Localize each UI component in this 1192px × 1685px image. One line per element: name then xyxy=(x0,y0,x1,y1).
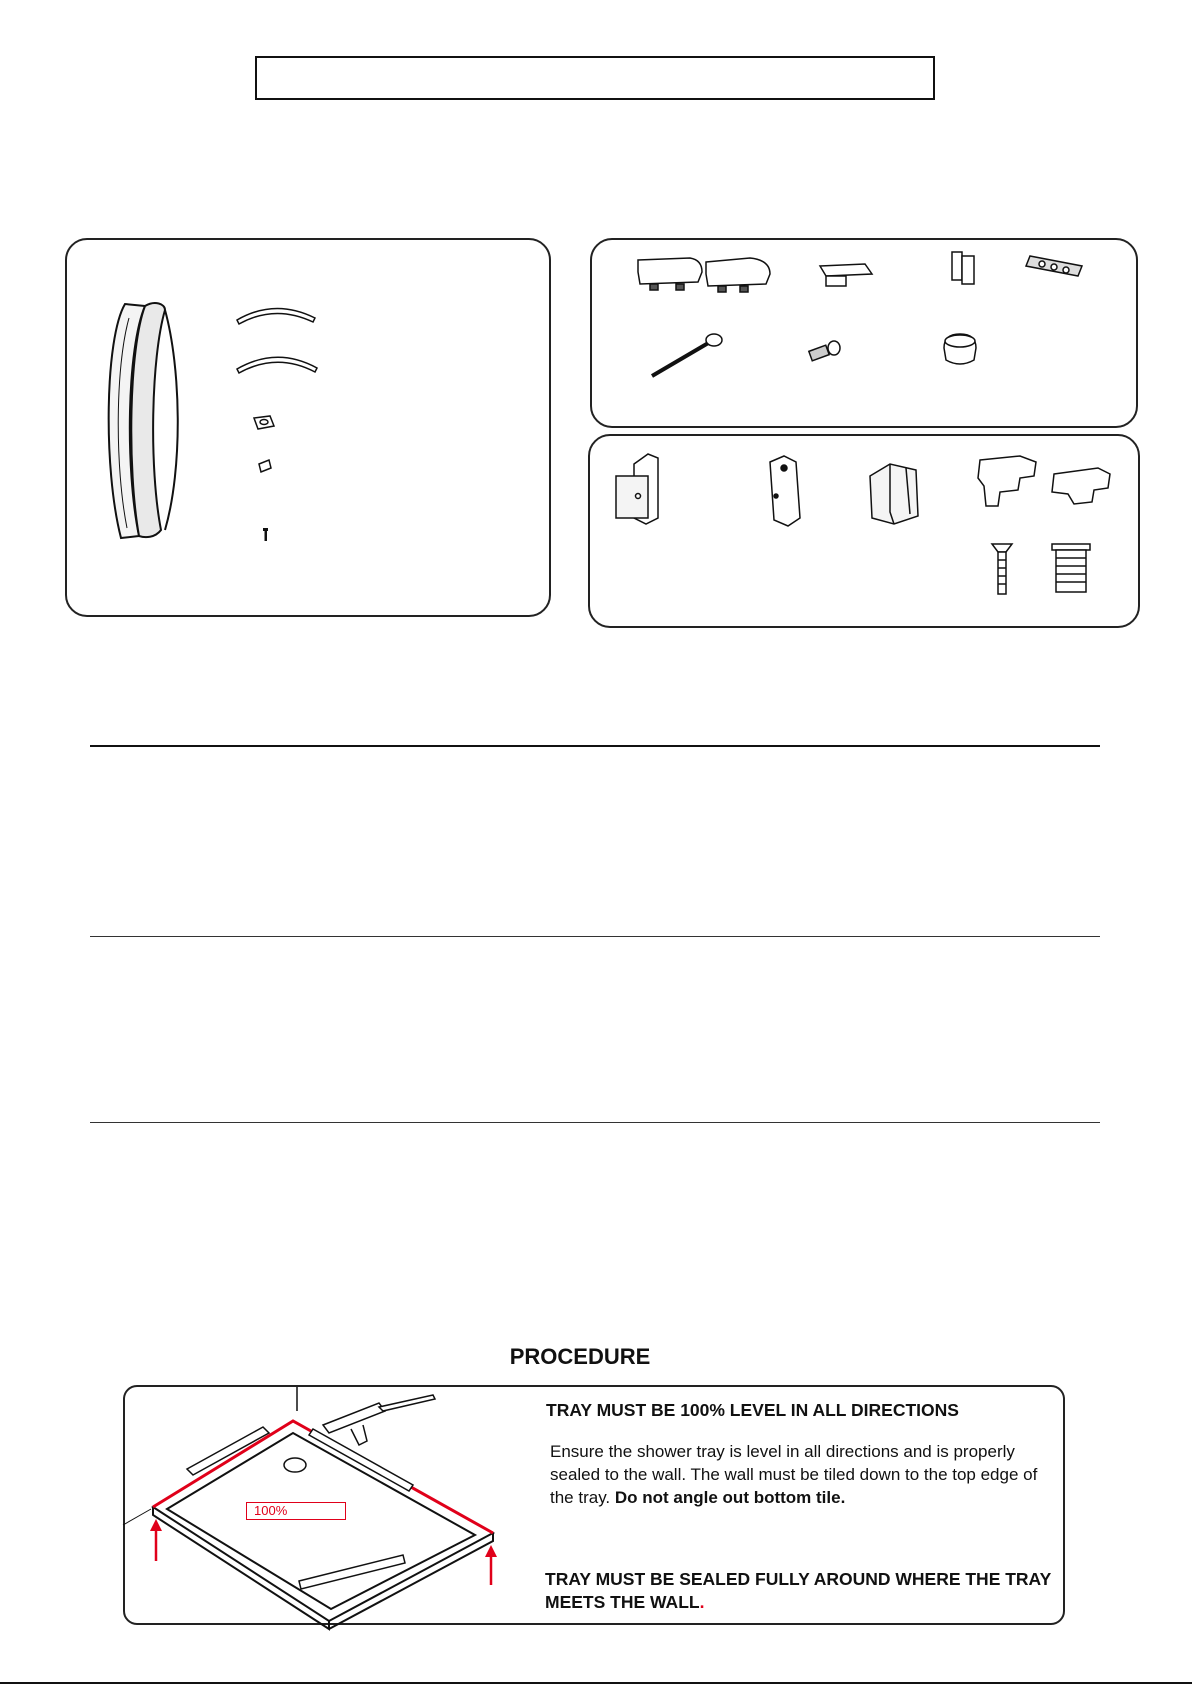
glass-clamp-icon xyxy=(870,464,918,524)
procedure-body-bold: Do not angle out bottom tile. xyxy=(614,1488,846,1507)
seal-heading-text: TRAY MUST BE SEALED FULLY AROUND WHERE THE TRAY MEETS THE WALL xyxy=(545,1569,1051,1612)
long-screw-icon xyxy=(652,334,722,376)
title-box xyxy=(255,56,935,100)
procedure-title: PROCEDURE xyxy=(509,1344,651,1369)
level-heading: TRAY MUST BE 100% LEVEL IN ALL DIRECTIONS xyxy=(546,1400,959,1420)
procedure-body-text: Ensure the shower tray is level in all directions and is properly sealed to the wall. The wall must be tiled down to the top edge of the tray. xyxy=(550,1442,1038,1507)
arc-bracket-icon xyxy=(237,308,315,324)
cap-icon xyxy=(259,460,271,472)
divider-rule-1 xyxy=(90,745,1100,747)
procedure-body xyxy=(550,1440,1050,1509)
seal-heading-dot: . xyxy=(699,1592,705,1612)
cover-plate-icon xyxy=(820,264,872,286)
divider-rule-3 xyxy=(90,1122,1100,1123)
countersunk-screw-icon xyxy=(992,544,1012,594)
wall-bracket-icon xyxy=(770,456,800,526)
level-label: 100% xyxy=(246,1502,346,1520)
door-handle-icon xyxy=(109,303,178,538)
caulking-gun-icon xyxy=(323,1395,435,1445)
page-bottom-rule xyxy=(0,1682,1192,1684)
divider-rule-2 xyxy=(90,936,1100,937)
seal-heading xyxy=(545,1568,1065,1614)
bolt-icon xyxy=(809,341,840,361)
wall-bracket-icon xyxy=(616,454,658,524)
handle-parts-illustration xyxy=(65,238,551,617)
screw-icon xyxy=(263,528,268,541)
clip-icon xyxy=(952,252,974,284)
cover-cap-icon xyxy=(944,334,976,364)
brackets-illustration xyxy=(588,434,1140,628)
end-cap-icon xyxy=(638,258,770,292)
arc-bracket-icon xyxy=(237,357,317,373)
fixings-illustration xyxy=(590,238,1138,428)
sleeve-nut-icon xyxy=(1052,544,1090,592)
hinge-bracket-icon xyxy=(978,456,1110,506)
washer-icon xyxy=(254,416,274,429)
wall-plug-icon xyxy=(1026,256,1082,276)
